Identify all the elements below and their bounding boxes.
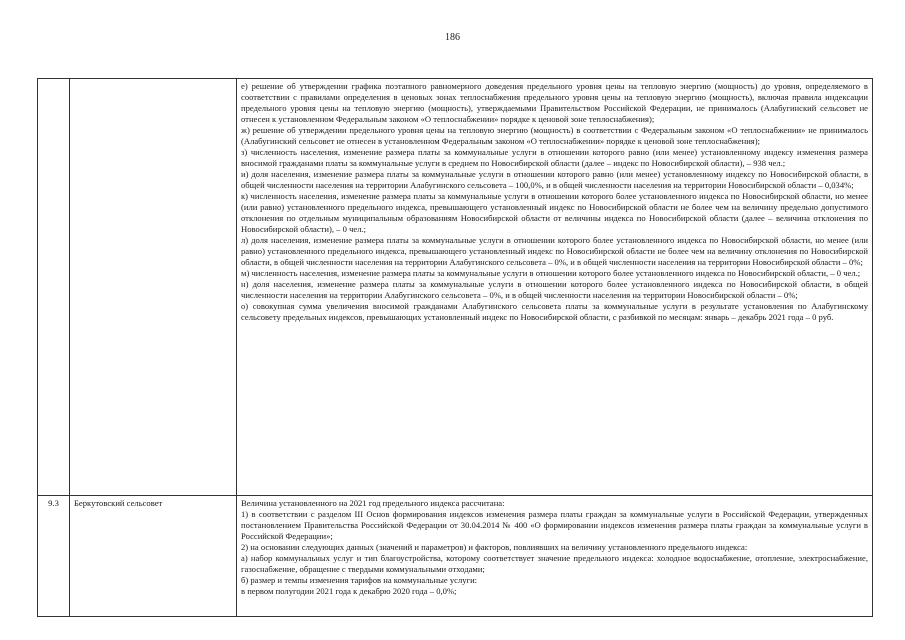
row-number-cell: 9.3 — [38, 496, 70, 617]
paragraph: а) набор коммунальных услуг и тип благоустройства, которому соответствует значение предельного индекса: холодное водоснабжение, отопление, электроснабжение, газоснабжение, обращение с твердыми коммунальными отходами; — [241, 553, 868, 574]
paragraph: в первом полугодии 2021 года к декабрю 2020 года – 0,0%; — [241, 586, 457, 596]
paragraph: н) доля населения, изменение размера платы за коммунальные услуги в отношении которого более установленного индекса по Новосибирской области, в общей численности населения на территории Алабугинского сельсовета – 0%, и в общей численности населения на территории Новосибирской области – 0%; — [241, 279, 868, 300]
paragraph: 2) на основании следующих данных (значений и параметров) и факторов, повлиявших на величину установленного предельного индекса: — [241, 542, 748, 552]
row-name-cell: Беркутовский сельсовет — [70, 496, 237, 617]
paragraph: 1) в соответствии с разделом III Основ формирования индексов изменения размера платы граждан за коммунальные услуги в Российской Федерации, утвержденных постановлением Правительства Российской Федерации от 30.04.2014 № 400 «О формировании индексов изменения размера платы граждан за коммунальные услуги в Российской Федерации»; — [241, 509, 868, 541]
row-number-cell — [38, 79, 70, 496]
row-text-cell — [237, 79, 873, 496]
paragraph: б) размер и темпы изменения тарифов на коммунальные услуги: — [241, 575, 478, 585]
document-table — [37, 78, 873, 617]
paragraph: и) доля населения, изменение размера платы за коммунальные услуги в отношении которого равно (или менее) установленному индексу по Новосибирской области, в общей численности населения на территории Алабугинского сельсовета – 100,0%, и в общей численности населения на территории Новосибирской области – 0,034%; — [241, 169, 868, 190]
paragraph: м) численность населения, изменение размера платы за коммунальные услуги в отношении которого более установленного индекса по Новосибирской области, – 0 чел.; — [241, 268, 861, 278]
row-name-cell — [70, 79, 237, 496]
paragraph: к) численность населения, изменение размера платы за коммунальные услуги в отношении которого более установленного индекса по Новосибирской области, но менее (или равно) установленного предельного индекса, превышающего установленный индекс по Новосибирской области не более чем на величину предельно допустимого отклонения по отдельным муниципальным образованиям Новосибирской области от величины индекса по Новосибирской области (далее – величина отклонения по Новосибирской области), – 0 чел.; — [241, 191, 868, 234]
paragraph: Величина установленного на 2021 год предельного индекса рассчитана: — [241, 498, 505, 508]
table-row — [38, 79, 873, 496]
row-text-cell — [237, 496, 873, 617]
table-row — [38, 496, 873, 617]
paragraph: з) численность населения, изменение размера платы за коммунальные услуги в отношении которого равно (или менее) установленному индексу изменения размера вносимой гражданами платы за коммунальные услуги в среднем по Новосибирской области (далее – индекс по Новосибирской области), – 938 чел.; — [241, 147, 868, 168]
paragraph: о) совокупная сумма увеличения вносимой гражданами Алабугинского сельсовета платы за коммунальные услуги в результате установления по Алабугинскому сельсовету предельных индексов, превышающих установленный индекс по Новосибирской области, с разбивкой по месяцам: январь – декабрь 2021 года – 0 руб. — [241, 301, 868, 322]
paragraph: ж) решение об утверждении предельного уровня цены на тепловую энергию (мощность) в соответствии с Федеральным законом «О теплоснабжении» не принималось (Алабугинский сельсовет не отнесен в установленном Федеральным законом «О теплоснабжении» порядке к ценовой зоне теплоснабжения); — [241, 125, 868, 146]
paragraph: е) решение об утверждении графика поэтапного равномерного доведения предельного уровня цены на тепловую энергию (мощность) до уровня, определяемого в соответствии с правилами определения в ценовых зонах теплоснабжения предельного уровня цены на тепловую энергию (мощность), включая правила индексации предельного уровня цены на тепловую энергию (мощность), утверждаемыми Правительством Российской Федерации, не принималось (Алабугинский сельсовет не отнесен к установленном Федеральным законом «О теплоснабжении» порядке к ценовой зоне теплоснабжения); — [241, 81, 868, 124]
paragraph: л) доля населения, изменение размера платы за коммунальные услуги в отношении которого более установленного индекса по Новосибирской области, но менее (или равно) установленного предельного индекса, превышающего установленный индекс по Новосибирской области не более чем на величину отклонения по Новосибирской области, в общей численности населения на территории Алабугинского сельсовета – 0%, и в общей численности населения на территории Новосибирской области – 0%; — [241, 235, 868, 267]
page-number: 186 — [445, 32, 460, 43]
